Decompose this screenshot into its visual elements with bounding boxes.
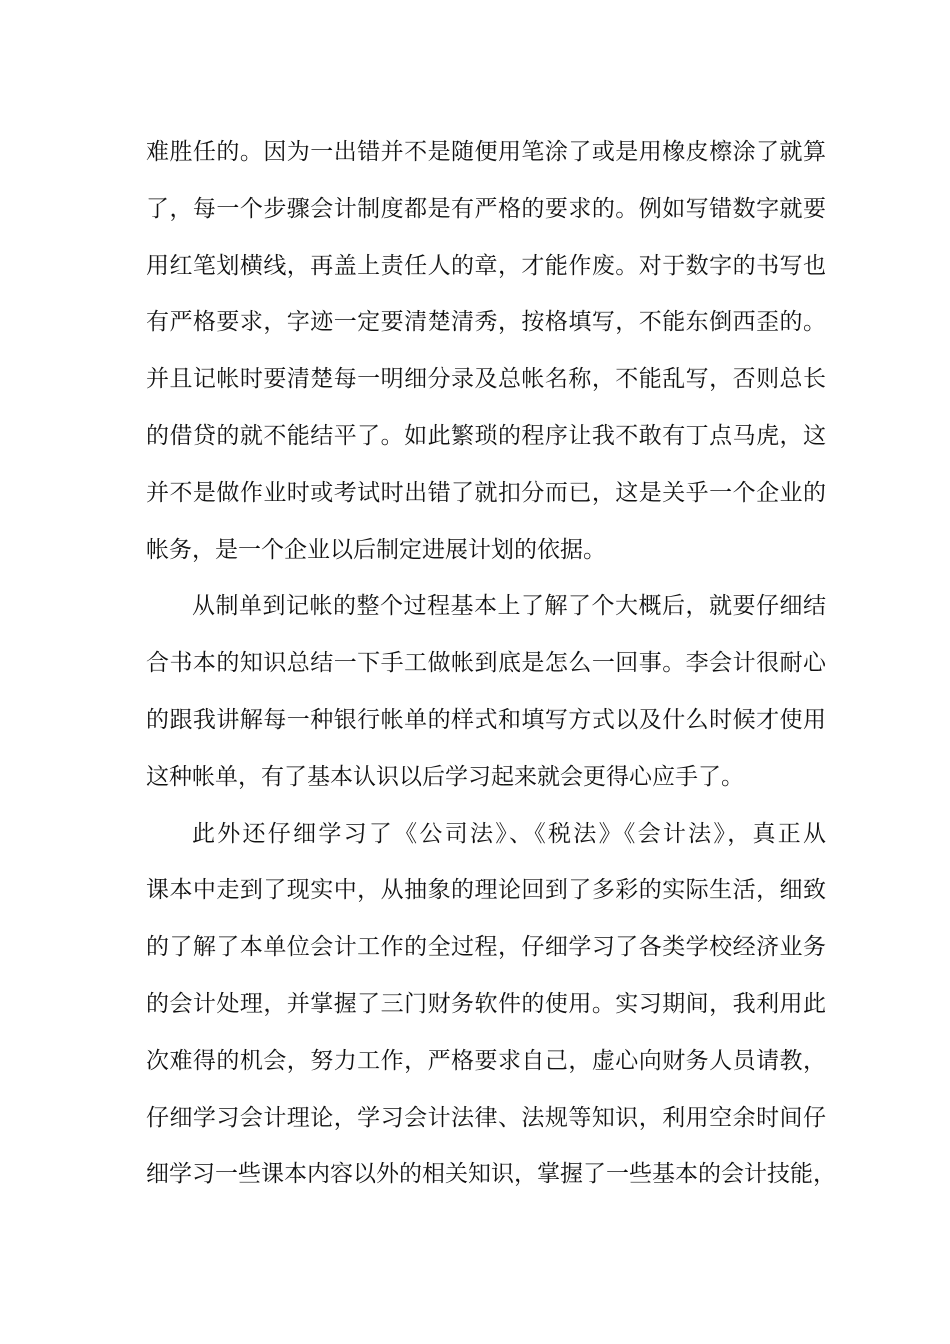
text-line: 的了解了本单位会计工作的全过程，仔细学习了各类学校经济业务 — [146, 934, 826, 961]
text-line: 并且记帐时要清楚每一明细分录及总帐名称，不能乱写，否则总长 — [146, 366, 826, 393]
text-line: 难胜任的。因为一出错并不是随便用笔涂了或是用橡皮檫涂了就算 — [146, 139, 826, 165]
paragraph-first-line: 此外还仔细学习了《公司法》、《税法》《会计法》，真正从 — [192, 820, 826, 847]
text-line: 有严格要求，字迹一定要清楚清秀，按格填写，不能东倒西歪的。 — [146, 309, 826, 336]
text-line: 的借贷的就不能结平了。如此繁琐的程序让我不敢有丁点马虎，这 — [146, 422, 826, 449]
text-line: 用红笔划横线，再盖上责任人的章，才能作废。对于数字的书写也 — [146, 252, 826, 279]
text-line: 的会计处理，并掌握了三门财务软件的使用。实习期间，我利用此 — [146, 990, 826, 1017]
body-text — [146, 130, 836, 1209]
text-line: 细学习一些课本内容以外的相关知识，掌握了一些基本的会计技能， — [146, 1161, 836, 1188]
text-line: 帐务，是一个企业以后制定进展计划的依据。 — [146, 536, 606, 563]
text-line: 次难得的机会，努力工作，严格要求自己，虚心向财务人员请教， — [146, 1047, 826, 1074]
text-line: 的跟我讲解每一种银行帐单的样式和填写方式以及什么时候才使用 — [146, 706, 826, 733]
text-line: 仔细学习会计理论，学习会计法律、法规等知识，利用空余时间仔 — [146, 1104, 826, 1131]
text-line: 了，每一个步骤会计制度都是有严格的要求的。例如写错数字就要 — [146, 195, 826, 222]
text-line: 课本中走到了现实中，从抽象的理论回到了多彩的实际生活，细致 — [146, 877, 826, 904]
paragraph-first-line: 从制单到记帐的整个过程基本上了解了个大概后，就要仔细结 — [192, 593, 826, 620]
text-line: 这种帐单，有了基本认识以后学习起来就会更得心应手了。 — [146, 763, 744, 790]
text-line: 并不是做作业时或考试时出错了就扣分而已，这是关乎一个企业的 — [146, 479, 826, 506]
text-line: 合书本的知识总结一下手工做帐到底是怎么一回事。李会计很耐心 — [146, 650, 826, 677]
